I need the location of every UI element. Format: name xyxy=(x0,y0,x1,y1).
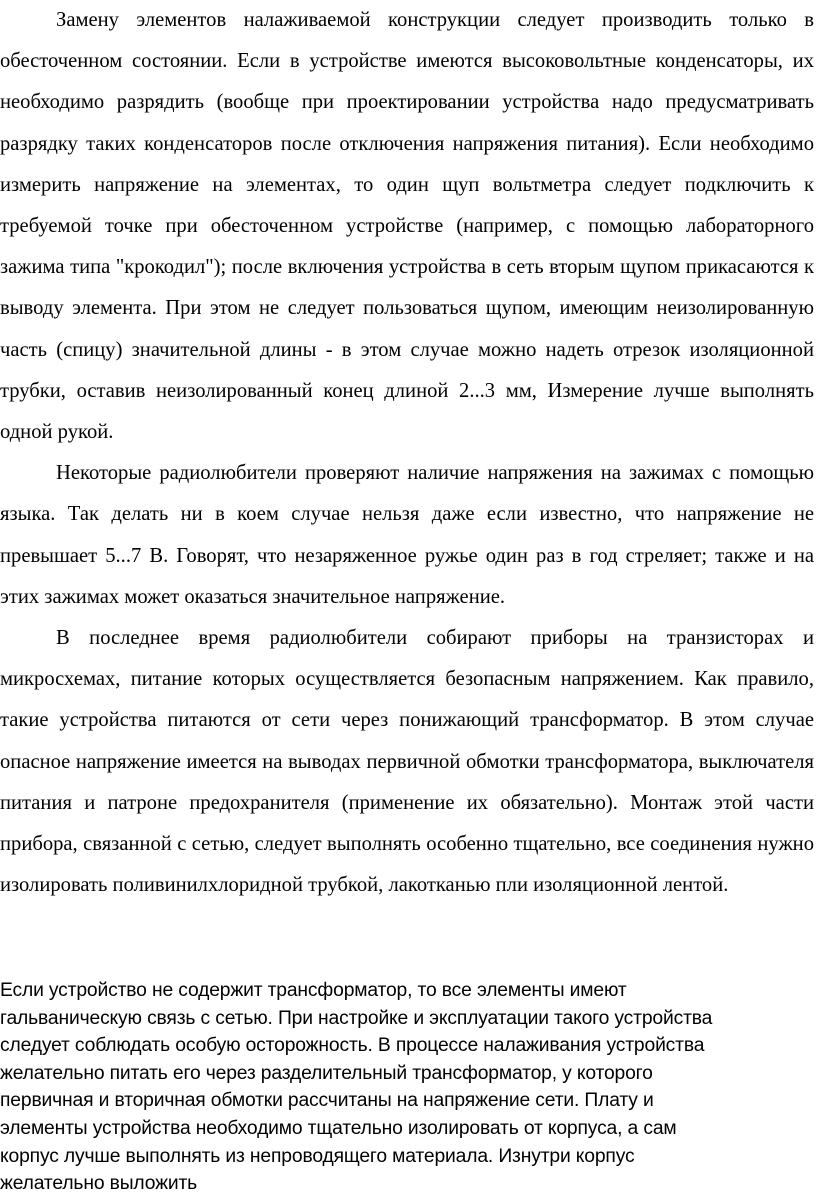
sans-line-2: гальваническую связь с сетью. При настройке и эксплуатации такого устройства xyxy=(0,1007,713,1029)
sans-line-4: желательно питать его через разделительный трансформатор, у которого xyxy=(0,1062,653,1084)
paragraph-2: Некоторые радиолюбители проверяют наличие напряжения на зажимах с помощью языка. Так делать ни в коем случае нельзя даже если известно, что напряжение не превышает 5...7 В. Говорят, что незаряженное ружье один раз в год стреляет; также и на этих зажимах может оказаться значительное напряжение. xyxy=(0,462,814,608)
sans-paragraph xyxy=(0,977,816,1198)
sans-line-1: Если устройство не содержит трансформатор, то все элементы имеют xyxy=(0,980,627,1001)
paragraph-1: Замену элементов налаживаемой конструкции следует производить только в обесточенном состоянии. Если в устройстве имеются высоковольтные конденсаторы, их необходимо разрядить (вообще при проектировании устройства надо предусматривать разрядку таких конденсаторов после отключения напряжения питания). Если необходимо измерить напряжение на элементах, то один щуп вольтметра следует подключить к требуемой точке при обесточенном устройстве (например, с помощью лабораторного зажима типа "крокодил"); после включения устройства в сеть вторым щупом прикасаются к выводу элемента. При этом не следует пользоваться щупом, имеющим неизолированную часть (спицу) значительной длины - в этом случае можно надеть отрезок изоляционной трубки, оставив неизолированный конец длиной 2...3 мм, Измерение лучше выполнять одной рукой. xyxy=(0,9,814,444)
sans-line-5: первичная и вторичная обмотки рассчитаны на напряжение сети. Плату и xyxy=(0,1090,654,1112)
sans-line-8: желательно выложить xyxy=(0,1173,198,1195)
sans-line-7: корпус лучше выполнять из непроводящего материала. Изнутри корпус xyxy=(0,1145,635,1167)
sans-line-6: элементы устройства необходимо тщательно изолировать от корпуса, а сам xyxy=(0,1117,677,1139)
sans-line-3: следует соблюдать особую осторожность. В процессе налаживания устройства xyxy=(0,1035,705,1057)
paragraph-3: В последнее время радиолюбители собирают приборы на транзисторах и микросхемах, питание которых осуществляется безопасным напряжением. Как правило, такие устройства питаются от сети через понижающий трансформатор. В этом случае опасное напряжение имеется на выводах первичной обмотки трансформатора, выключателя питания и патроне предохранителя (применение их обязательно). Монтаж этой части прибора, связанной с сетью, следует выполнять особенно тщательно, все соединения нужно изолировать поливинилхлоридной трубкой, лакотканью пли изоляционной лентой. xyxy=(0,627,814,897)
